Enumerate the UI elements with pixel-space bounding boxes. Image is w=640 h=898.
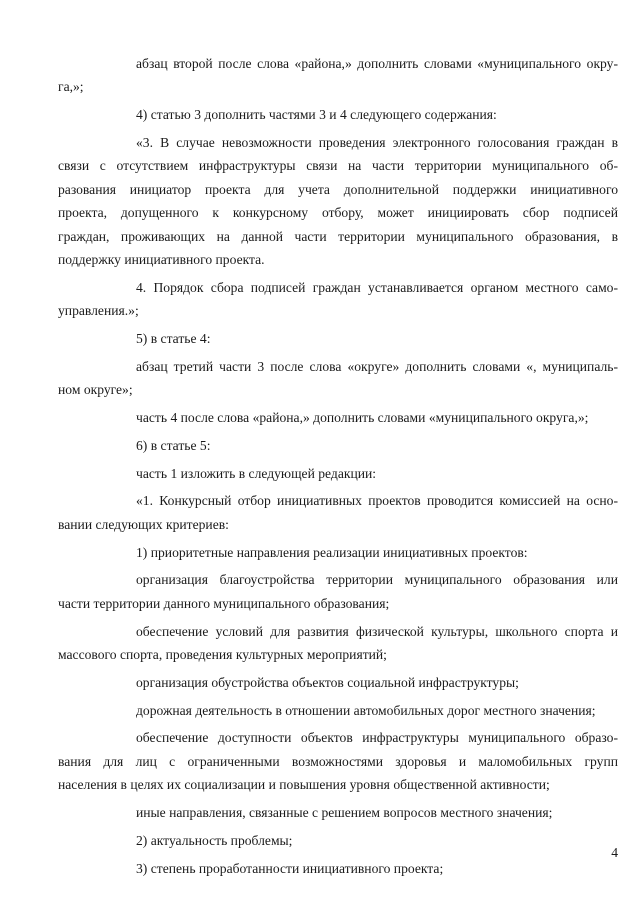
text-line: часть 1 изложить в следующей редакции: (136, 465, 377, 481)
text-line: абзац второй после слова «района,» дополнить словами «муниципального окру- (136, 56, 618, 71)
text-line: 6) в статье 5: (136, 437, 211, 453)
paragraph (58, 276, 618, 323)
paragraph (58, 52, 618, 99)
text-line: га,»; (58, 79, 84, 95)
text-line: организация благоустройства территории муниципального образования или (136, 572, 618, 588)
text-line: 1) приоритетные направления реализации инициативных проектов: (136, 544, 528, 560)
paragraph (97, 462, 618, 485)
paragraph (58, 131, 618, 271)
text-line: иные направления, связанные с решением вопросов местного значения; (136, 805, 553, 821)
paragraph (58, 489, 618, 536)
text-line: обеспечение доступности объектов инфраструктуры муниципального образо- (136, 730, 618, 746)
text-line: 2) актуальность проблемы; (136, 832, 293, 848)
text-line: вания для лиц с ограниченными возможностями здоровья и маломобильных групп (58, 753, 618, 769)
text-line: «3. В случае невозможности проведения электронного голосования граждан в (136, 135, 618, 150)
text-line: 5) в статье 4: (136, 331, 211, 347)
text-line: населения в целях их социализации и повышения уровня общественной активности; (58, 777, 550, 793)
text-line: 4) статью 3 дополнить частями 3 и 4 следующего содержания: (136, 107, 497, 123)
page-number: 4 (611, 845, 618, 860)
paragraph (97, 829, 618, 852)
paragraph (97, 434, 618, 457)
text-line: граждан, проживающих на данной части территории муниципального образования, в (58, 228, 618, 244)
text-line: дорожная деятельность в отношении автомобильных дорог местного значения; (136, 702, 596, 718)
paragraph (97, 801, 618, 824)
text-line: проекта, допущенного к конкурсному отбору, может инициировать сбор подписей (58, 205, 618, 221)
paragraph (58, 355, 618, 402)
text-line: разования инициатор проекта для учета дополнительной поддержки инициативного (58, 181, 618, 197)
paragraph (58, 568, 618, 615)
text-line: часть 4 после слова «района,» дополнить словами «муниципального округа,»; (136, 410, 589, 426)
text-line: «1. Конкурсный отбор инициативных проектов проводится комиссией на осно- (136, 493, 618, 509)
paragraph (97, 327, 618, 350)
text-line: абзац третий части 3 после слова «округе» дополнить словами «, муниципаль- (136, 358, 618, 374)
text-line: ном округе»; (58, 382, 133, 398)
text-line: массового спорта, проведения культурных мероприятий; (58, 647, 387, 663)
text-line: вании следующих критериев: (58, 516, 229, 532)
text-line: обеспечение условий для развития физической культуры, школьного спорта и (136, 623, 618, 639)
paragraph (58, 620, 618, 667)
text-line: поддержку инициативного проекта. (58, 252, 265, 268)
paragraph (97, 671, 618, 694)
text-line: 4. Порядок сбора подписей граждан устанавливается органом местного само- (136, 279, 618, 295)
text-line: 3) степень проработанности инициативного проекта; (136, 860, 444, 876)
paragraph (58, 726, 618, 796)
document-body (58, 52, 618, 884)
text-line: организация обустройства объектов социальной инфраструктуры; (136, 674, 519, 690)
paragraph (97, 857, 618, 880)
paragraph (97, 406, 618, 429)
paragraph (97, 103, 618, 126)
text-line: части территории данного муниципального образования; (58, 595, 390, 611)
text-line: управления.»; (58, 303, 139, 319)
paragraph (97, 699, 618, 722)
text-line: связи с отсутствием инфраструктуры связи на части территории муниципального об- (58, 158, 618, 174)
paragraph (97, 541, 618, 564)
